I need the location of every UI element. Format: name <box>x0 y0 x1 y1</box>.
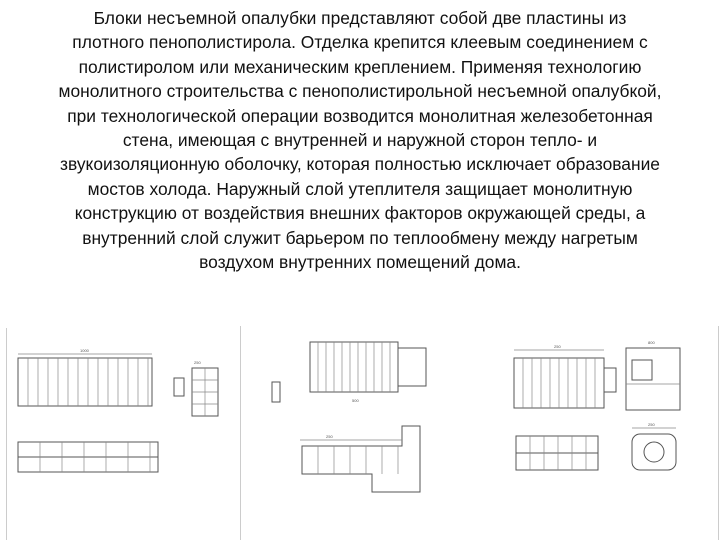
paragraph-line: мостов холода. Наружный слой утеплителя защищает монолитную <box>87 178 633 199</box>
dimension-label: 1000 <box>80 348 89 353</box>
corner-elevation-ribs <box>318 446 398 474</box>
dimension-label: 800 <box>648 340 655 345</box>
block-ribs <box>28 358 148 406</box>
technical-drawings <box>0 322 720 540</box>
paragraph-line: стена, имеющая с внутренней и наружной сторон тепло- и <box>122 130 598 151</box>
straight-block-drawing <box>18 348 218 472</box>
dimension-label: 500 <box>352 398 359 403</box>
dimension-label: 250 <box>194 360 201 365</box>
description-paragraph <box>8 6 712 274</box>
dimension-label: 250 <box>326 434 333 439</box>
corner-block-drawing <box>272 342 426 492</box>
dimension-label: 250 <box>648 422 655 427</box>
paragraph-line: звукоизоляционную оболочку, которая полностью исключает образование <box>60 154 660 175</box>
paragraph-line: внутренний слой служит барьером по теплообмену между нагретым <box>82 227 638 248</box>
paragraph-line: воздухом внутренних помещений дома. <box>199 252 521 273</box>
paragraph-line: монолитного строительства с пенополистирольной несъемной опалубкой, <box>58 81 662 102</box>
t-block-side <box>626 348 680 410</box>
end-view <box>174 378 184 396</box>
t-block-side-inner <box>632 360 652 380</box>
corner-plan <box>310 342 398 392</box>
t-block-ribs <box>523 358 595 408</box>
paragraph-line: конструкцию от воздействия внешних факторов окружающей среды, а <box>74 203 646 224</box>
t-block-drawing <box>514 340 680 470</box>
corner-return <box>398 348 426 386</box>
paragraph-line: при технологической операции возводится монолитная железобетонная <box>67 105 653 126</box>
paragraph-line: плотного пенополистирола. Отделка крепится клеевым соединением с <box>72 32 648 53</box>
corner-ribs <box>318 342 390 392</box>
corner-end-view <box>272 382 280 402</box>
paragraph-line: Блоки несъемной опалубки представляют собой две пластины из <box>93 8 627 28</box>
round-block-elevation <box>632 434 676 470</box>
round-opening <box>644 442 664 462</box>
t-block-connector <box>604 368 616 392</box>
paragraph-line: полистиролом или механическим креплением. Применяя технологию <box>78 56 642 77</box>
drawings-svg <box>0 322 720 540</box>
dimension-label: 250 <box>554 344 561 349</box>
corner-elevation <box>302 426 420 492</box>
